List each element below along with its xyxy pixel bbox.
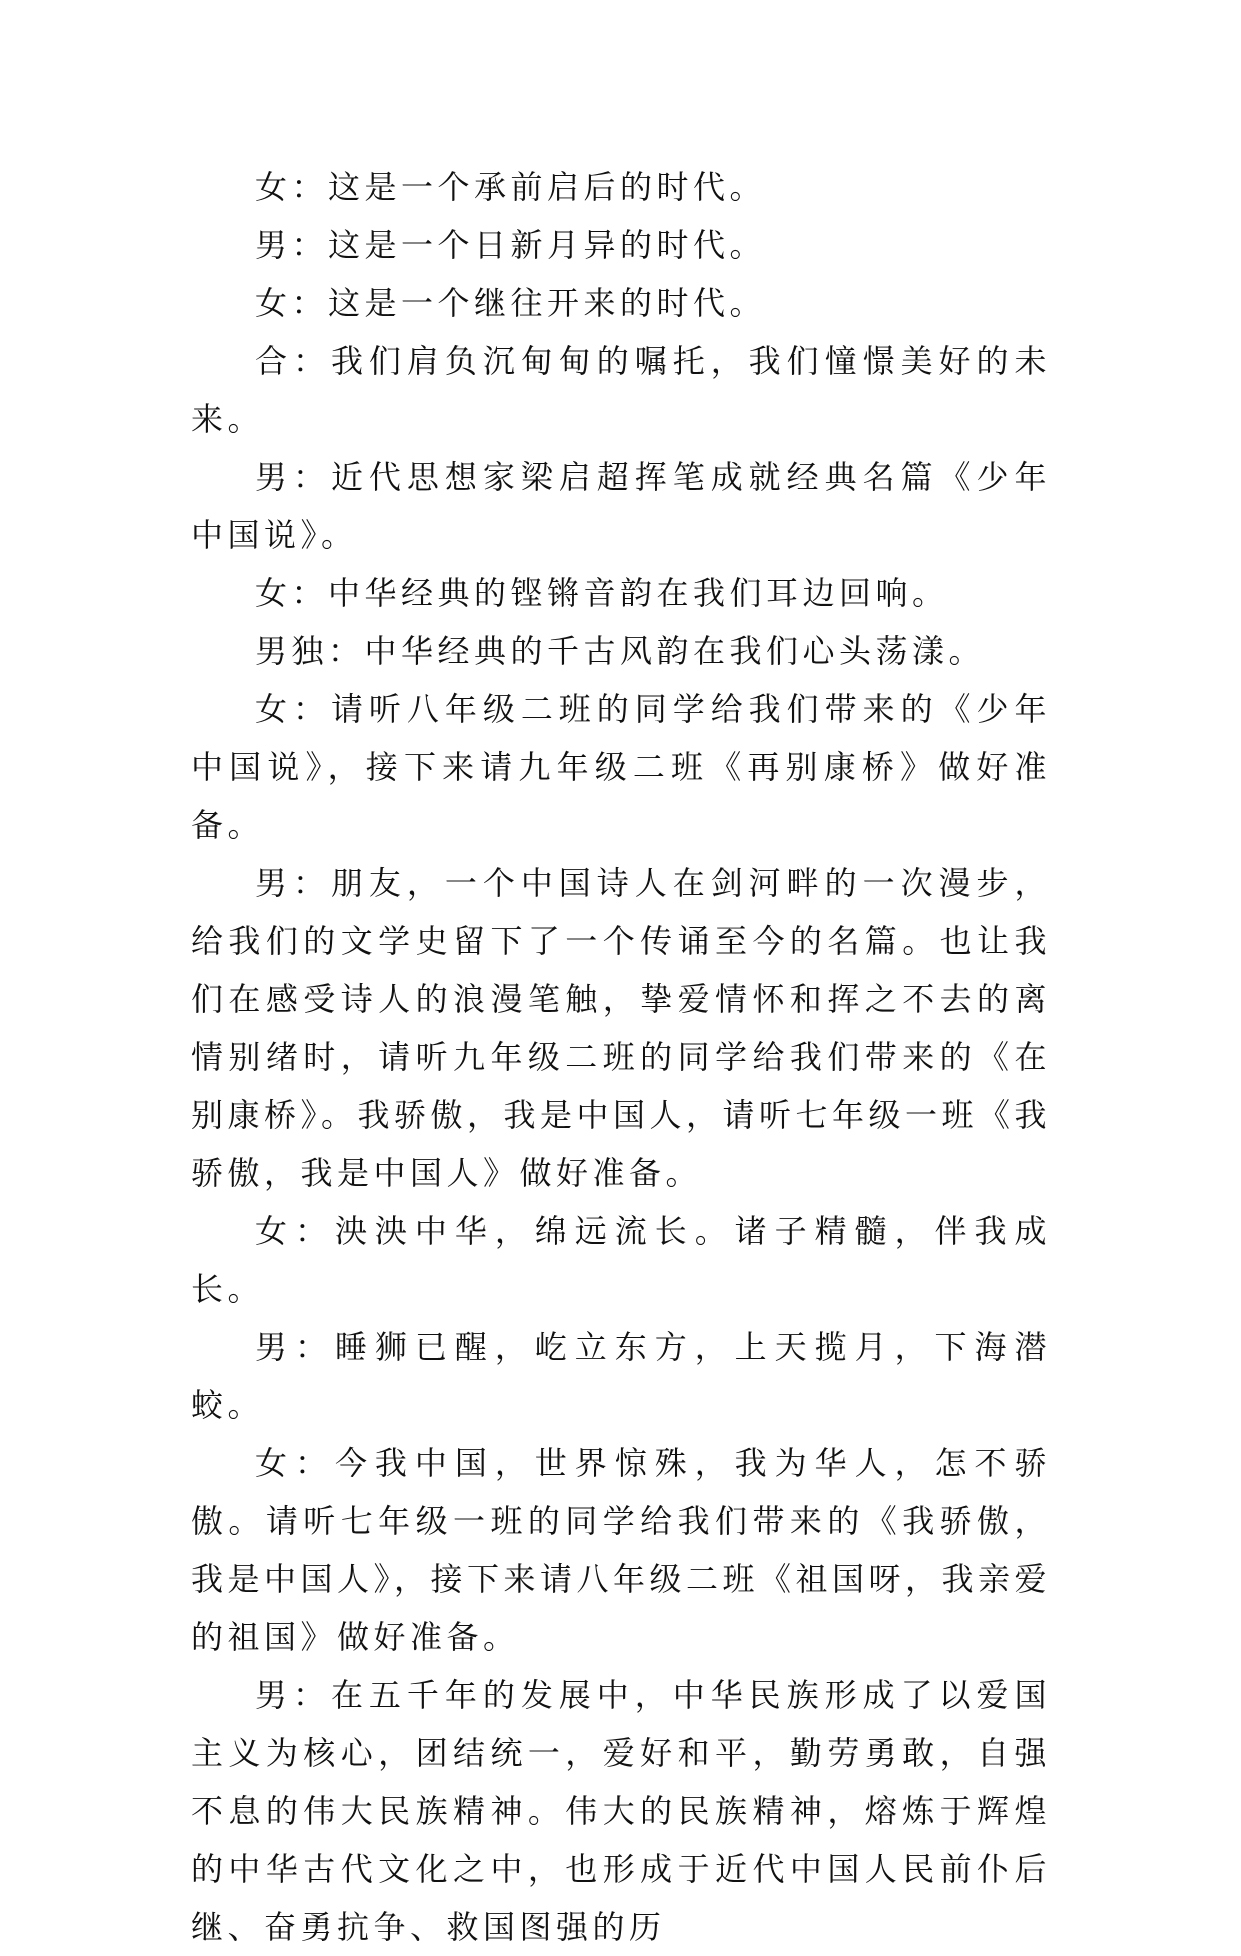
paragraph: 女：请听八年级二班的同学给我们带来的《少年中国说》，接下来请九年级二班《再别康桥》做好准备。 bbox=[191, 690, 1051, 844]
paragraph: 女：这是一个承前启后的时代。 bbox=[255, 168, 767, 206]
paragraph: 男：这是一个日新月异的时代。 bbox=[255, 226, 767, 264]
paragraph: 男：睡狮已醒，屹立东方，上天揽月，下海潜蛟。 bbox=[191, 1328, 1051, 1424]
paragraph: 男：朋友，一个中国诗人在剑河畔的一次漫步，给我们的文学史留下了一个传诵至今的名篇。也让我们在感受诗人的浪漫笔触，挚爱情怀和挥之不去的离情别绪时，请听九年级二班的同学给我们带来的《在别康桥》。我骄傲，我是中国人，请听七年级一班《我骄傲，我是中国人》做好准备。 bbox=[191, 864, 1052, 1192]
paragraph: 合：我们肩负沉甸甸的嘱托，我们憧憬美好的未来。 bbox=[191, 342, 1051, 438]
paragraph: 女：今我中国，世界惊殊，我为华人，怎不骄傲。请听七年级一班的同学给我们带来的《我骄傲，我是中国人》，接下来请八年级二班《祖国呀，我亲爱的祖国》做好准备。 bbox=[191, 1444, 1052, 1656]
paragraph: 男：近代思想家梁启超挥笔成就经典名篇《少年中国说》。 bbox=[191, 458, 1051, 554]
paragraph: 女：泱泱中华，绵远流长。诸子精髓，伴我成长。 bbox=[191, 1212, 1051, 1308]
paragraph: 男：在五千年的发展中，中华民族形成了以爱国主义为核心，团结统一，爱好和平，勤劳勇敢，自强不息的伟大民族精神。伟大的民族精神，熔炼于辉煌的中华古代文化之中，也形成于近代中国人民前仆后继、奋勇抗争、救国图强的历 bbox=[191, 1676, 1051, 1946]
paragraph: 男独：中华经典的千古风韵在我们心头荡漾。 bbox=[255, 632, 986, 670]
document-body bbox=[191, 158, 1051, 1956]
paragraph: 女：这是一个继往开来的时代。 bbox=[255, 284, 767, 322]
paragraph: 女：中华经典的铿锵音韵在我们耳边回响。 bbox=[255, 574, 949, 612]
